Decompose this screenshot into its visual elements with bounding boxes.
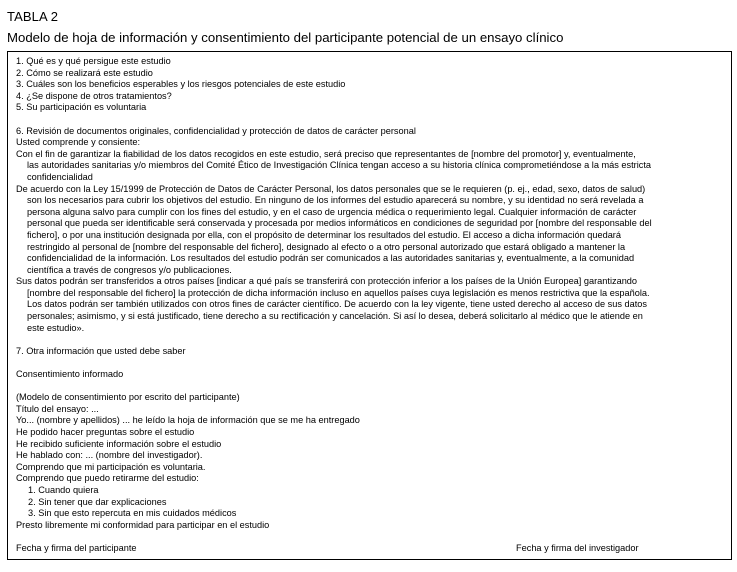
investigator-signature-label: Fecha y firma del investigador (516, 542, 639, 553)
paragraph-line: son los necesarios para cubrir los objetivos del estudio. En ninguno de los informes del estudio aparecerá su nombre, y su identidad no será revelada a (27, 195, 644, 206)
consent-model: (Modelo de consentimiento por escrito del participante) (16, 392, 240, 403)
paragraph-line: fichero], o por una institución designada por ella, con el propósito de determinar los resultados del estudio. El acceso a dicha información quedará (27, 229, 621, 240)
paragraph-line: persona alguna salvo para cumplir con los fines del estudio, y en el caso de urgencia médica o requerimiento legal. Cualquier información de carácter (27, 206, 637, 217)
withdraw-reason: 1. Cuando quiera (28, 484, 99, 495)
paragraph-line: este estudio». (27, 322, 85, 333)
list-item: 1. Qué es y qué persigue este estudio (16, 56, 171, 66)
paragraph-line: las autoridades sanitarias y/o miembros del Comité Ético de Investigación Clínica tengan acceso a su historia clínica comprometiéndose a la más estricta (27, 160, 652, 171)
consent-line: Comprendo que mi participación es voluntaria. (16, 461, 206, 472)
paragraph-line: De acuerdo con la Ley 15/1999 de Protección de Datos de Carácter Personal, los datos personales que se le requieren (p. ej., edad, sexo, datos de salud) (16, 183, 646, 194)
withdraw-reason: 2. Sin tener que dar explicaciones (28, 496, 167, 507)
participant-signature-label: Fecha y firma del participante (16, 542, 137, 553)
paragraph-line: confidencialidad de la información. Los resultados del estudio podrán ser comunicados a las autoridades sanitarias y, eventualmente, a la comunidad (27, 253, 635, 264)
paragraph-line: Los datos podrán ser también utilizados con otros fines de carácter científico. De acuerdo con la ley vigente, tiene usted derecho al acceso de sus datos (27, 299, 648, 310)
withdraw-reason: 3. Sin que esto repercuta en mis cuidados médicos (28, 508, 237, 519)
section6-intro: Usted comprende y consiente: (16, 137, 141, 148)
paragraph-line: personales; asimismo, y si está justificado, tiene derecho a su rectificación y cancelación. Si así lo desea, deberá solicitarlo al médico que le atiende en (27, 311, 643, 322)
paragraph-line: [nombre del responsable del fichero] la protección de dicha información incluso en aquellos países cuya legislación es menos restrictiva que la española. (27, 287, 650, 298)
section7-heading: 7. Otra información que usted debe saber (16, 345, 186, 356)
paragraph-line: Con el fin de garantizar la fiabilidad de los datos recogidos en este estudio, será preciso que representantes de [nombre del promotor] y, eventualmente, (16, 148, 636, 159)
list-item: 4. ¿Se dispone de otros tratamientos? (16, 90, 172, 101)
document-content (16, 56, 728, 555)
paragraph-line: científica a través de congresos y/o publicaciones. (27, 264, 232, 275)
section6-paragraph-1 (16, 149, 728, 184)
section6-heading: 6. Revisión de documentos originales, confidencialidad y protección de datos de carácter personal (16, 125, 416, 136)
section6-paragraph-3 (16, 276, 728, 334)
table-caption: TABLA 2 (7, 9, 59, 24)
section6-paragraph-2 (16, 184, 728, 277)
consent-line: He hablado con: ... (nombre del investigador). (16, 450, 203, 461)
consent-line: Yo... (nombre y apellidos) ... he leído la hoja de información que se me ha entregado (16, 415, 360, 426)
consent-line: Título del ensayo: ... (16, 403, 99, 414)
consent-heading: Consentimiento informado (16, 369, 124, 380)
paragraph-line: confidencialidad (27, 171, 93, 182)
consent-line: He recibido suficiente información sobre el estudio (16, 438, 222, 449)
consent-line: Comprendo que puedo retirarme del estudio: (16, 473, 199, 484)
document-frame (7, 51, 732, 560)
table-title: Modelo de hoja de información y consentimiento del participante potencial de un ensayo clínico (7, 30, 564, 45)
consent-final: Presto libremente mi conformidad para participar en el estudio (16, 519, 270, 530)
signature-row (16, 543, 728, 555)
consent-line: He podido hacer preguntas sobre el estudio (16, 427, 195, 437)
paragraph-line: personal que pueda ser identificable será conservada y procesada por medios informáticos en condiciones de seguridad por [nombre del responsable del (27, 218, 652, 229)
list-item: 2. Cómo se realizará este estudio (16, 67, 153, 78)
paragraph-line: Sus datos podrán ser transferidos a otros países [indicar a qué país se transferirá con protección inferior a los países de la Unión Europea] garantizando (16, 276, 638, 287)
sections-list (16, 56, 728, 114)
list-item: 3. Cuáles son los beneficios esperables y los riesgos potenciales de este estudio (16, 79, 346, 90)
paragraph-line: restringido al personal de [nombre del responsable del fichero], designado al efecto o a otro personal autorizado que estará obligado a mantener la (27, 241, 626, 252)
list-item: 5. Su participación es voluntaria (16, 102, 147, 113)
